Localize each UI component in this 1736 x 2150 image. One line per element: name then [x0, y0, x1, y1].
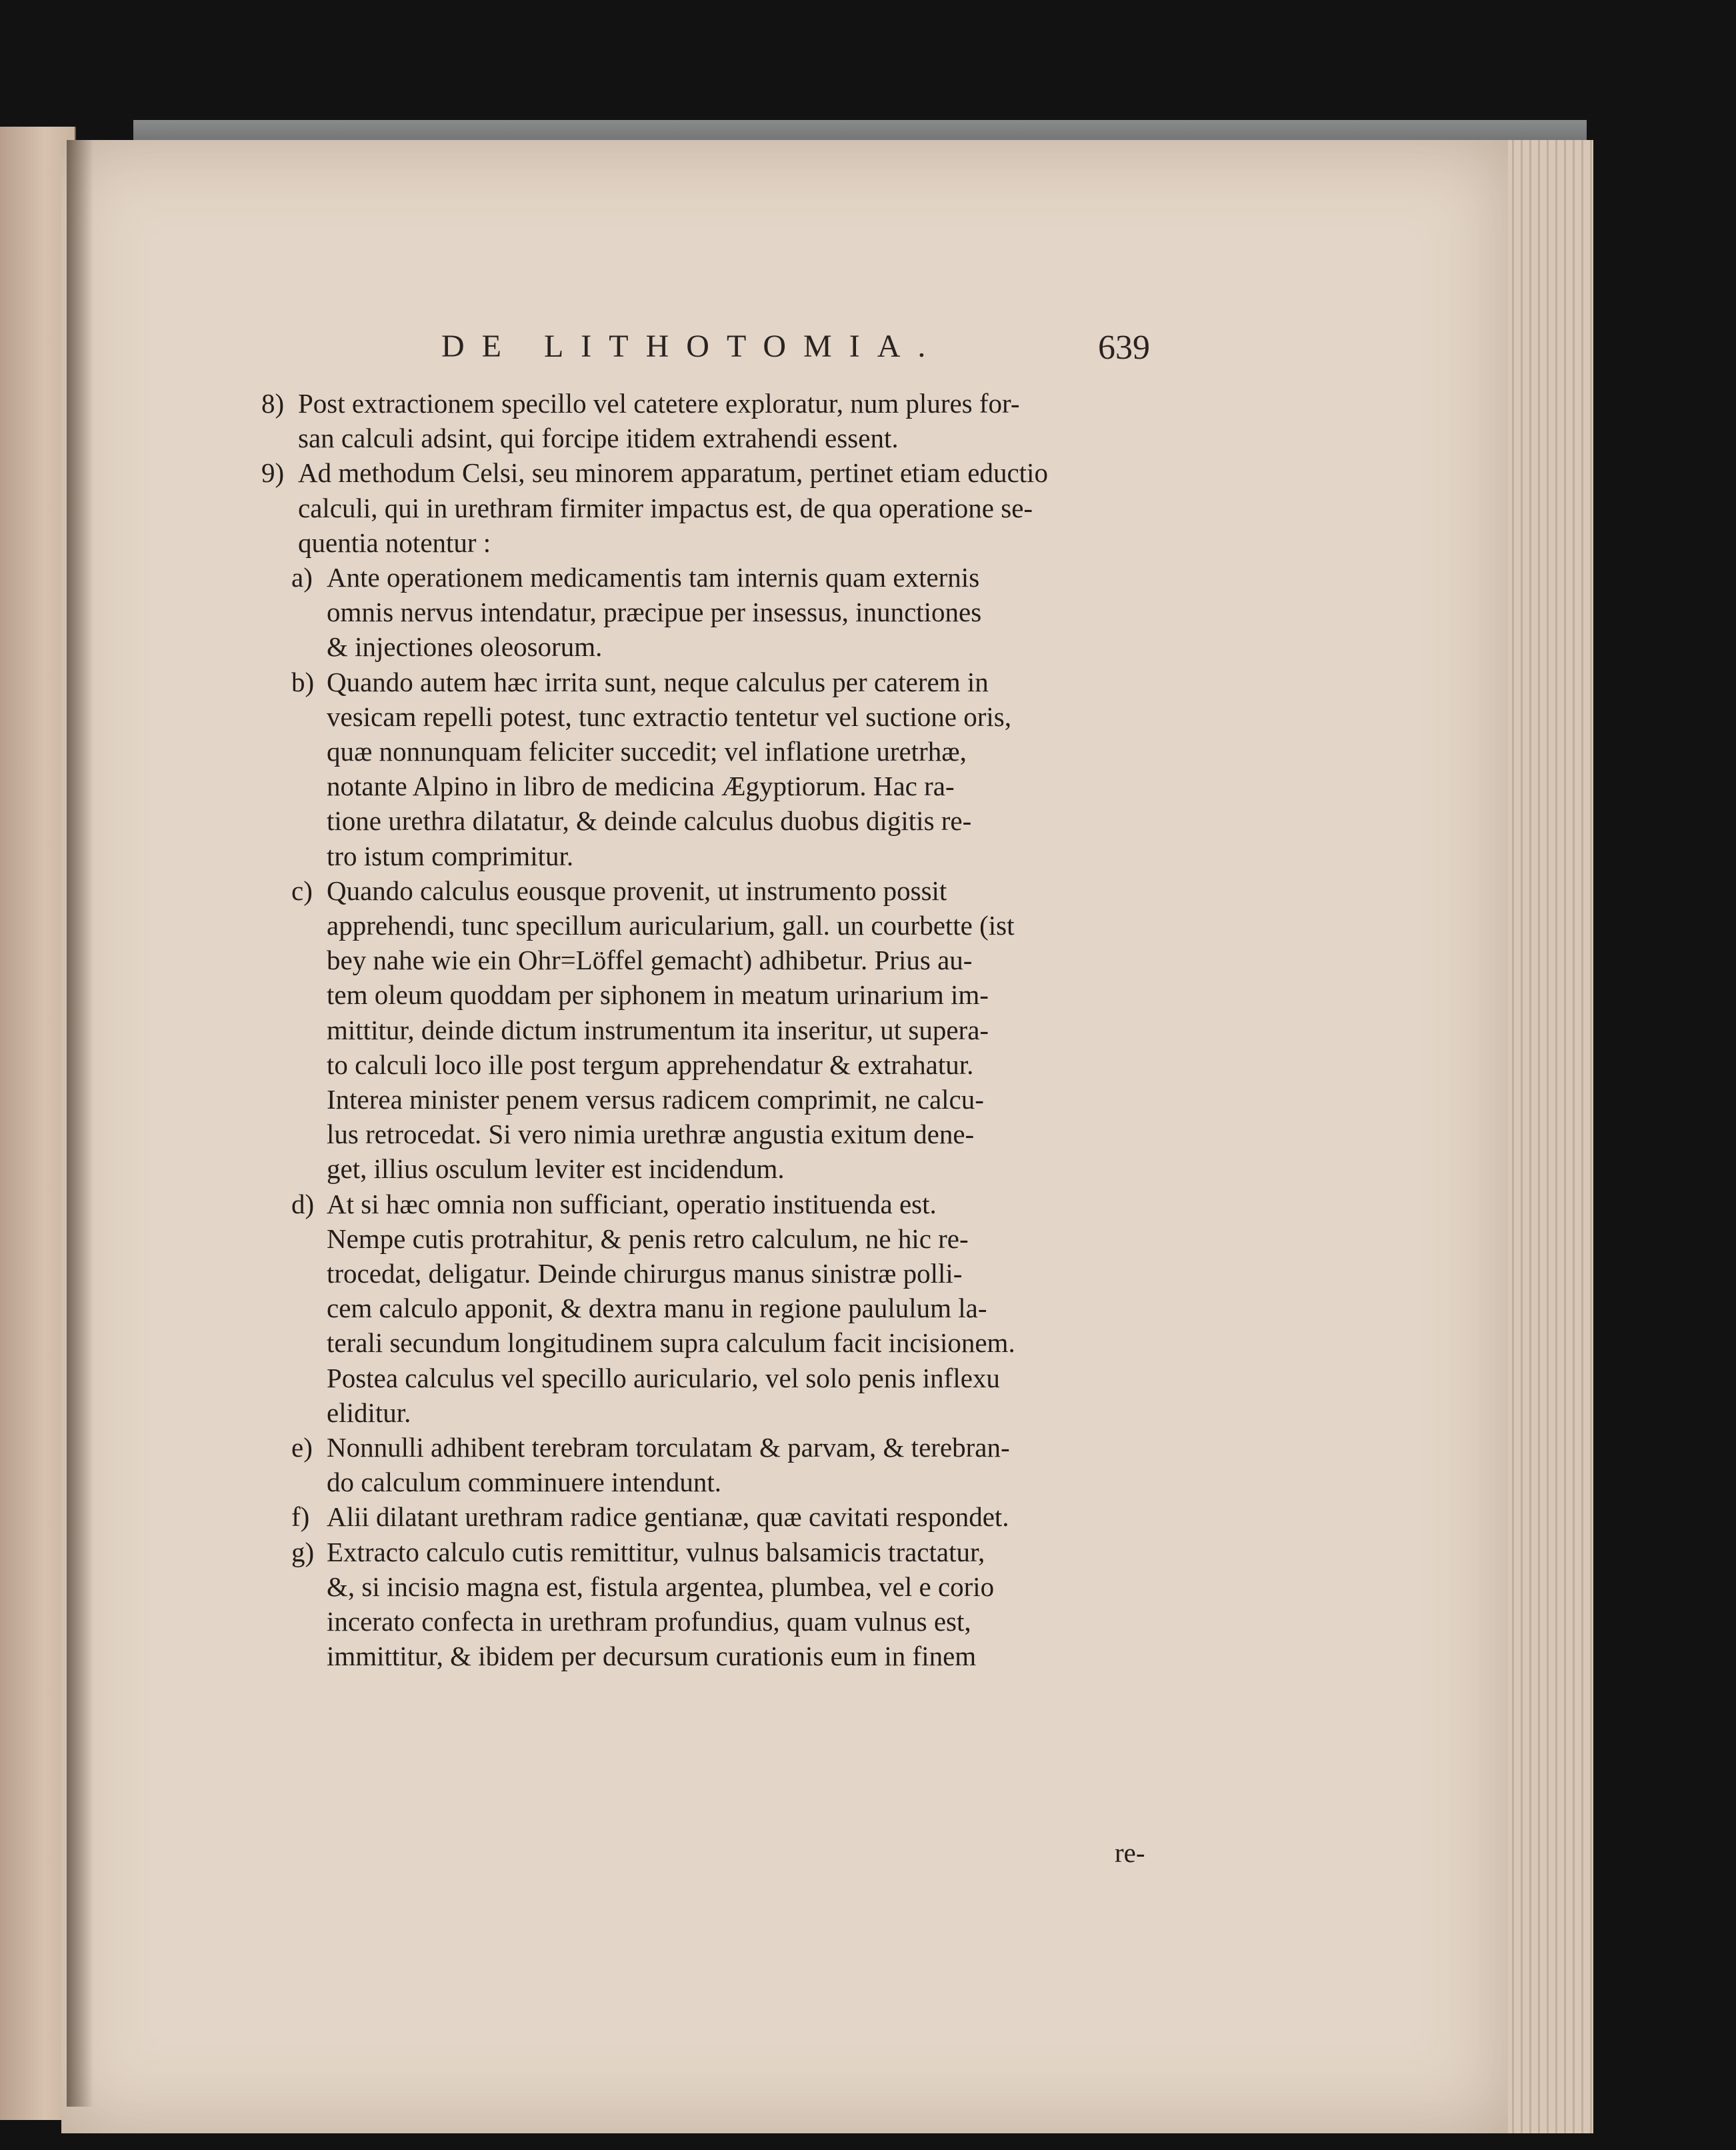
text-line: Ad methodum Celsi, seu minorem apparatum, pertinet etiam eductio [298, 457, 1048, 489]
text-line: Interea minister penem versus radicem comprimit, ne calcu- [327, 1084, 984, 1115]
text-line: Postea calculus vel specillo auriculario, vel solo penis inflexu [327, 1362, 1000, 1393]
paragraph-number: 8) [261, 388, 285, 419]
text-line: &, si incisio magna est, fistula argentea, plumbea, vel e corio [327, 1571, 995, 1602]
text-line: & injectiones oleosorum. [327, 631, 603, 663]
catchword: re- [1115, 1837, 1145, 1868]
text-line: terali secundum longitudinem supra calculum facit incisionem. [327, 1327, 1015, 1359]
text-line: eliditur. [327, 1397, 411, 1428]
text-line: vesicam repelli potest, tunc extractio tentetur vel suctione oris, [327, 701, 1011, 732]
text-line: Extracto calculo cutis remittitur, vulnus balsamicis tractatur, [327, 1536, 985, 1567]
text-line: to calculi loco ille post tergum apprehendatur & extrahatur. [327, 1049, 974, 1080]
text-line: Quando autem hæc irrita sunt, neque calculus per caterem in [327, 666, 989, 697]
paragraph-number: f) [291, 1501, 310, 1533]
text-line: At si hæc omnia non sufficiant, operatio instituenda est. [327, 1188, 937, 1219]
running-head [61, 328, 1508, 388]
text-line: mittitur, deinde dictum instrumentum ita inseritur, ut supera- [327, 1014, 989, 1045]
text-line: lus retrocedat. Si vero nimia urethræ angustia exitum dene- [327, 1119, 975, 1150]
text-line: Nempe cutis protrahitur, & penis retro calculum, ne hic re- [327, 1223, 969, 1254]
text-line: Quando calculus eousque provenit, ut instrumento possit [327, 875, 947, 906]
text-line: cem calculo apponit, & dextra manu in regione paululum la- [327, 1293, 987, 1324]
book-page [61, 140, 1508, 2133]
paragraph-number: g) [291, 1536, 315, 1567]
text-line: incerato confecta in urethram profundius, quam vulnus est, [327, 1606, 971, 1637]
text-line: bey nahe wie ein Ohr=Löffel gemacht) adhibetur. Prius au- [327, 945, 973, 976]
text-line: do calculum comminuere intendunt. [327, 1467, 722, 1498]
spine-shadow [67, 140, 93, 2107]
paragraph-number: c) [291, 875, 313, 906]
text-line: san calculi adsint, qui forcipe itidem extrahendi essent. [298, 423, 899, 454]
paragraph-number: 9) [261, 457, 285, 489]
text-line: apprehendi, tunc specillum auricularium, gall. un courbette (ist [327, 910, 1015, 941]
text-line: omnis nervus intendatur, præcipue per insessus, inunctiones [327, 597, 982, 628]
paragraph-number: d) [291, 1188, 315, 1219]
text-line: Nonnulli adhibent terebram torculatam & parvam, & terebran- [327, 1432, 1010, 1463]
text-line: get, illius osculum leviter est incidendum. [327, 1153, 785, 1185]
text-line: Alii dilatant urethram radice gentianæ, quæ cavitati respondet. [327, 1501, 1009, 1533]
text-line: immittitur, & ibidem per decursum curationis eum in finem [327, 1641, 977, 1672]
text-line: trocedat, deligatur. Deinde chirurgus manus sinistræ polli- [327, 1258, 963, 1289]
text-line: tro istum comprimitur. [327, 840, 574, 871]
text-line: tem oleum quoddam per siphonem in meatum urinarium im- [327, 979, 989, 1011]
text-line: calculi, qui in urethram firmiter impactus est, de qua operatione se- [298, 492, 1033, 523]
running-head-title: DE LITHOTOMIA. [441, 329, 943, 364]
text-line: quæ nonnunquam feliciter succedit; vel inflatione uretrhæ, [327, 736, 967, 767]
page-number: 639 [1098, 329, 1150, 367]
text-line: Ante operationem medicamentis tam internis quam externis [327, 562, 980, 593]
text-line: Post extractionem specillo vel catetere exploratur, num plures for- [298, 388, 1020, 419]
paragraph-number: e) [291, 1432, 313, 1463]
paragraph-number: b) [291, 666, 315, 697]
paragraph-number: a) [291, 562, 313, 593]
text-line: notante Alpino in libro de medicina Ægyptiorum. Hac ra- [327, 771, 955, 802]
text-line: tione urethra dilatatur, & deinde calculus duobus digitis re- [327, 805, 972, 837]
text-line: quentia notentur : [298, 527, 491, 558]
